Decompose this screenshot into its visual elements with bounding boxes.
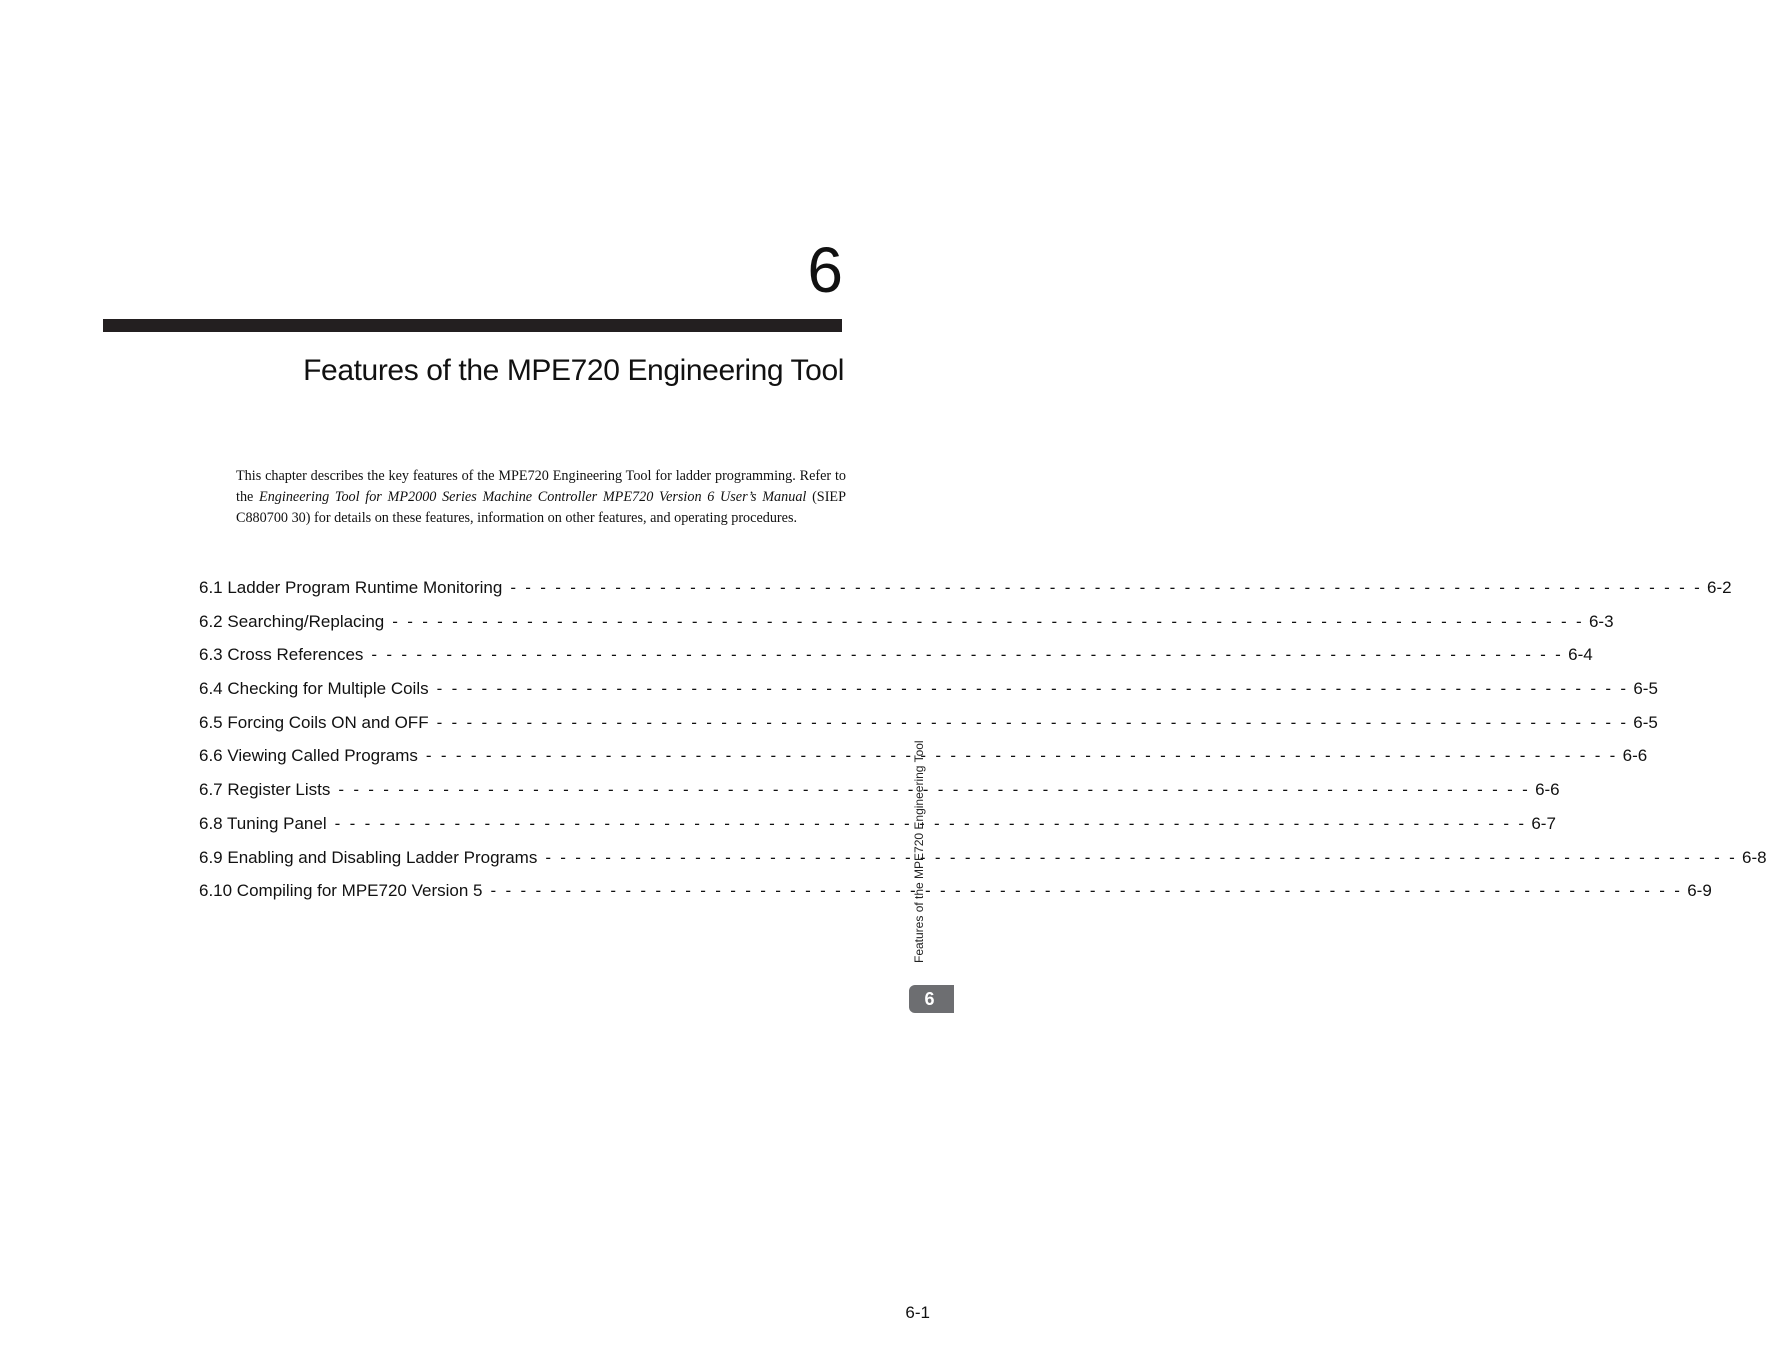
side-chapter-tab[interactable]: 6 bbox=[909, 985, 954, 1013]
toc-item[interactable] bbox=[199, 777, 1560, 811]
toc-item-title: 6.10 Compiling for MPE720 Version 5 bbox=[199, 881, 483, 901]
toc-leader-dots: - - - - - - - - - - - - - - - - - - - - - - - - - - - - - - - - - - - - - - - - - - - - - - - - - - - - - - - - - - - - - - - - - - - - - - - - - - - - - - - - bbox=[392, 611, 1584, 631]
toc-item-title: 6.3 Cross References bbox=[199, 645, 364, 665]
toc-leader-dots: - - - - - - - - - - - - - - - - - - - - - - - - - - - - - - - - - - - - - - - - - - - - - - - - - - - - - - - - - - - - - - - - - - - - - - - - - - - - - - - - bbox=[510, 578, 1703, 597]
toc-item-page: 6-2 bbox=[1707, 578, 1732, 597]
toc-item-page: 6-4 bbox=[1568, 645, 1593, 665]
toc-item-title: 6.2 Searching/Replacing bbox=[199, 611, 385, 631]
toc-item[interactable] bbox=[199, 811, 1556, 845]
toc-item[interactable] bbox=[199, 575, 1732, 609]
toc-item-page: 6-6 bbox=[1622, 746, 1648, 766]
toc-item-page: 6-7 bbox=[1531, 813, 1556, 833]
toc-leader-dots: - - - - - - - - - - - - - - - - - - - - - - - - - - - - - - - - - - - - - - - - - - - - - - - - - - - - - - - - - - - - - - - - - - - - - - - - - - - - - - - - bbox=[545, 847, 1738, 867]
toc-item-title: 6.9 Enabling and Disabling Ladder Programs bbox=[199, 847, 538, 867]
toc-item[interactable] bbox=[199, 609, 1614, 643]
chapter-divider-bar bbox=[103, 319, 842, 332]
toc-item-page: 6-8 bbox=[1742, 847, 1767, 867]
toc-leader-dots: - - - - - - - - - - - - - - - - - - - - - - - - - - - - - - - - - - - - - - - - - - - - - - - - - - - - - - - - - - - - - - - - - - - - - - - - - - - - - - - - bbox=[338, 780, 1531, 800]
chapter-number: 6 bbox=[807, 234, 843, 306]
toc-item-title: 6.1 Ladder Program Runtime Monitoring bbox=[199, 578, 503, 597]
toc-item-page: 6-6 bbox=[1535, 780, 1560, 800]
toc-item-page: 6-5 bbox=[1633, 679, 1658, 699]
page-number: 6-1 bbox=[905, 1303, 930, 1322]
toc-item-title: 6.6 Viewing Called Programs bbox=[199, 746, 418, 766]
toc-item-title: 6.8 Tuning Panel bbox=[199, 813, 327, 833]
manual-title: Engineering Tool for MP2000 Series Machine Controller MPE720 Version 6 User’s Manual bbox=[259, 489, 807, 505]
toc-item-page: 6-3 bbox=[1588, 611, 1614, 631]
toc-leader-dots: - - - - - - - - - - - - - - - - - - - - - - - - - - - - - - - - - - - - - - - - - - - - - - - - - - - - - - - - - - - - - - - - - - - - - - - - - - - - - - - - bbox=[371, 645, 1564, 665]
intro-text-end: (SIEP C880700 30) for details on these features, information on other features, and operating procedures. bbox=[236, 489, 846, 526]
toc-item[interactable] bbox=[199, 743, 1648, 777]
toc-item[interactable] bbox=[199, 710, 1658, 744]
chapter-intro bbox=[236, 466, 846, 529]
toc-item-page: 6-5 bbox=[1633, 712, 1658, 732]
toc-leader-dots: - - - - - - - - - - - - - - - - - - - - - - - - - - - - - - - - - - - - - - - - - - - - - - - - - - - - - - - - - - - - - - - - - - - - - - - - - - - - - - - - bbox=[436, 712, 1629, 732]
chapter-title: Features of the MPE720 Engineering Tool bbox=[303, 354, 844, 387]
toc-leader-dots: - - - - - - - - - - - - - - - - - - - - - - - - - - - - - - - - - - - - - - - - - - - - - - - - - - - - - - - - - - - - - - - - - - - - - - - - - - - - - - - - bbox=[425, 746, 1618, 766]
toc-item-page: 6-9 bbox=[1687, 881, 1712, 901]
intro-text-start: This chapter describes the key features of the MPE720 Engineering Tool for ladder programming. Refer to the bbox=[236, 468, 846, 505]
toc-leader-dots: - - - - - - - - - - - - - - - - - - - - - - - - - - - - - - - - - - - - - - - - - - - - - - - - - - - - - - - - - - - - - - - - - - - - - - - - - - - - - - - - bbox=[436, 679, 1629, 699]
toc-item[interactable] bbox=[199, 845, 1767, 879]
toc-item-title: 6.5 Forcing Coils ON and OFF bbox=[199, 712, 429, 732]
toc-item-title: 6.7 Register Lists bbox=[199, 780, 331, 800]
toc-item-title: 6.4 Checking for Multiple Coils bbox=[199, 679, 429, 699]
toc-leader-dots: - - - - - - - - - - - - - - - - - - - - - - - - - - - - - - - - - - - - - - - - - - - - - - - - - - - - - - - - - - - - - - - - - - - - - - - - - - - - - - - - bbox=[334, 813, 1527, 833]
side-chapter-label: Features of the MPE720 Engineering Tool bbox=[912, 740, 926, 963]
toc-item[interactable] bbox=[199, 642, 1593, 676]
toc-item[interactable] bbox=[199, 676, 1658, 710]
toc-item[interactable] bbox=[199, 878, 1712, 912]
toc-leader-dots: - - - - - - - - - - - - - - - - - - - - - - - - - - - - - - - - - - - - - - - - - - - - - - - - - - - - - - - - - - - - - - - - - - - - - - - - - - - - - - - - bbox=[490, 881, 1683, 901]
